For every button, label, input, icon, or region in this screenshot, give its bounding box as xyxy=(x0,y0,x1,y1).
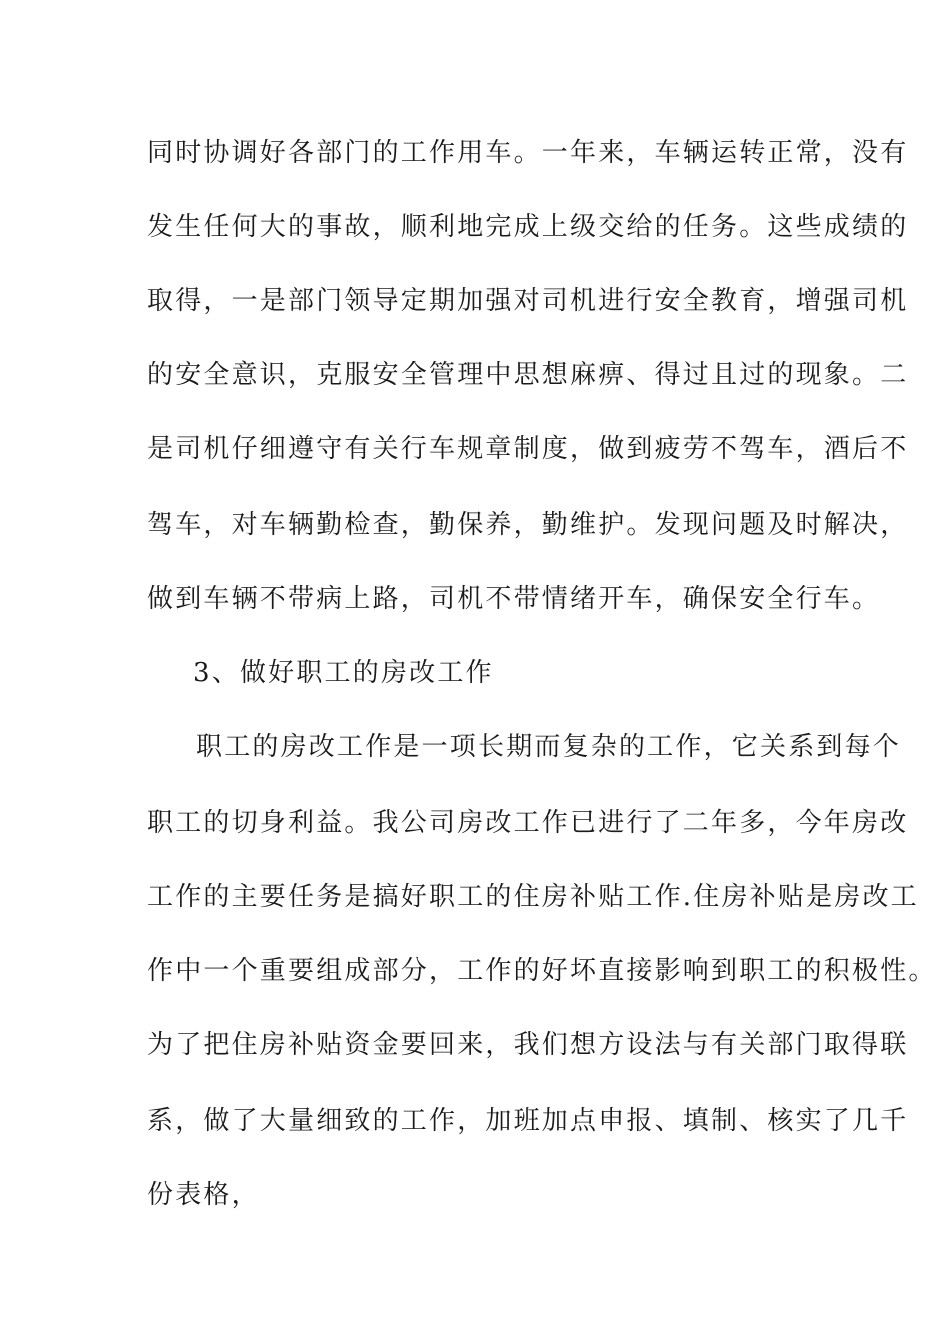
text-line: 发生任何大的事故，顺利地完成上级交给的任务。这些成绩的 xyxy=(147,212,909,242)
text-line: 工作的主要任务是搞好职工的住房补贴工作.住房补贴是房改工 xyxy=(147,882,919,912)
text-line: 同时协调好各部门的工作用车。一年来，车辆运转正常，没有 xyxy=(147,138,909,168)
text-line: 为了把住房补贴资金要回来，我们想方设法与有关部门取得联 xyxy=(147,1030,909,1060)
text-line: 系，做了大量细致的工作，加班加点申报、填制、核实了几千 xyxy=(147,1106,909,1136)
text-line: 职工的切身利益。我公司房改工作已进行了二年多，今年房改 xyxy=(147,808,909,838)
text-line: 的安全意识，克服安全管理中思想麻痹、得过且过的现象。二 xyxy=(147,360,909,390)
text-line: 是司机仔细遵守有关行车规章制度，做到疲劳不驾车，酒后不 xyxy=(147,434,909,464)
text-line: 做到车辆不带病上路，司机不带情绪开车，确保安全行车。 xyxy=(147,584,881,614)
text-line: 取得，一是部门领导定期加强对司机进行安全教育，增强司机 xyxy=(147,286,909,316)
text-line: 作中一个重要组成部分，工作的好坏直接影响到职工的积极性。 xyxy=(147,956,937,986)
text-line: 份表格， xyxy=(147,1180,260,1210)
section-heading: 3、做好职工的房改工作 xyxy=(193,658,494,688)
text-line: 驾车，对车辆勤检查，勤保养，勤维护。发现问题及时解决， xyxy=(147,510,909,540)
text-line: 职工的房改工作是一项长期而复杂的工作，它关系到每个 xyxy=(196,732,902,762)
